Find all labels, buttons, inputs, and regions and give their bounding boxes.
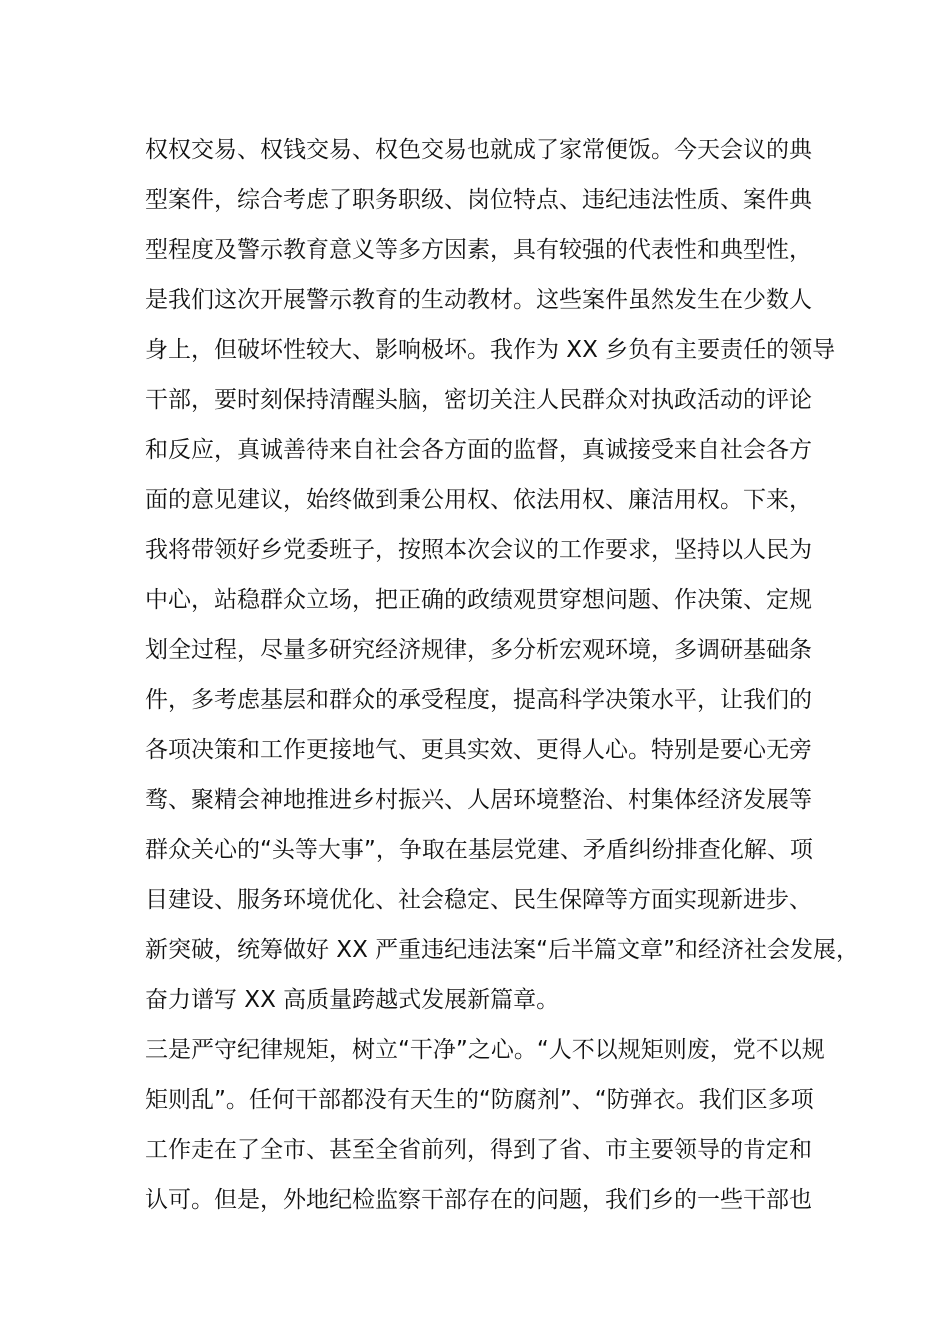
text-line: 群众关心的“头等大事”，争取在基层党建、矛盾纠纷排查化解、项 — [145, 837, 813, 863]
text-line: 权权交易、权钱交易、权色交易也就成了家常便饭。今天会议的典 — [145, 137, 812, 163]
text-line: 型程度及警示教育意义等多方因素，具有较强的代表性和典型性， — [145, 237, 812, 263]
text-line: 矩则乱”。任何干部都没有天生的“防腐剂”、“防弹衣。我们区多项 — [145, 1087, 814, 1113]
text-line: 骛、聚精会神地推进乡村振兴、人居环境整治、村集体经济发展等 — [145, 787, 812, 813]
text-line: 型案件，综合考虑了职务职级、岗位特点、违纪违法性质、案件典 — [145, 187, 812, 213]
text-line: 各项决策和工作更接地气、更具实效、更得人心。特别是要心无旁 — [145, 737, 812, 763]
text-line: 件，多考虑基层和群众的承受程度，提高科学决策水平，让我们的 — [145, 687, 812, 713]
text-line: 目建设、服务环境优化、社会稳定、民生保障等方面实现新进步、 — [145, 887, 812, 913]
text-line: 面的意见建议，始终做到秉公用权、依法用权、廉洁用权。下来， — [145, 487, 812, 513]
text-line: 划全过程，尽量多研究经济规律，多分析宏观环境，多调研基础条 — [145, 637, 812, 663]
text-line: 工作走在了全市、甚至全省前列，得到了省、市主要领导的肯定和 — [145, 1137, 812, 1163]
text-line: 我将带领好乡党委班子，按照本次会议的工作要求，坚持以人民为 — [145, 537, 812, 563]
text-line: 是我们这次开展警示教育的生动教材。这些案件虽然发生在少数人 — [145, 287, 812, 313]
text-line: 中心，站稳群众立场，把正确的政绩观贯穿想问题、作决策、定规 — [145, 587, 812, 613]
text-line: 干部，要时刻保持清醒头脑，密切关注人民群众对执政活动的评论 — [145, 387, 812, 413]
text-line: 和反应，真诚善待来自社会各方面的监督，真诚接受来自社会各方 — [145, 437, 812, 463]
text-line: 身上，但破坏性较大、影响极坏。我作为 XX 乡负有主要责任的领导 — [145, 337, 836, 363]
text-line: 新突破，统筹做好 XX 严重违纪违法案“后半篇文章”和经济社会发展， — [145, 937, 859, 963]
text-line: 认可。但是，外地纪检监察干部存在的问题，我们乡的一些干部也 — [145, 1187, 812, 1213]
text-line: 奋力谱写 XX 高质量跨越式发展新篇章。 — [145, 987, 560, 1013]
text-line: 三是严守纪律规矩，树立“干净”之心。“人不以规矩则废，党不以规 — [145, 1037, 825, 1063]
